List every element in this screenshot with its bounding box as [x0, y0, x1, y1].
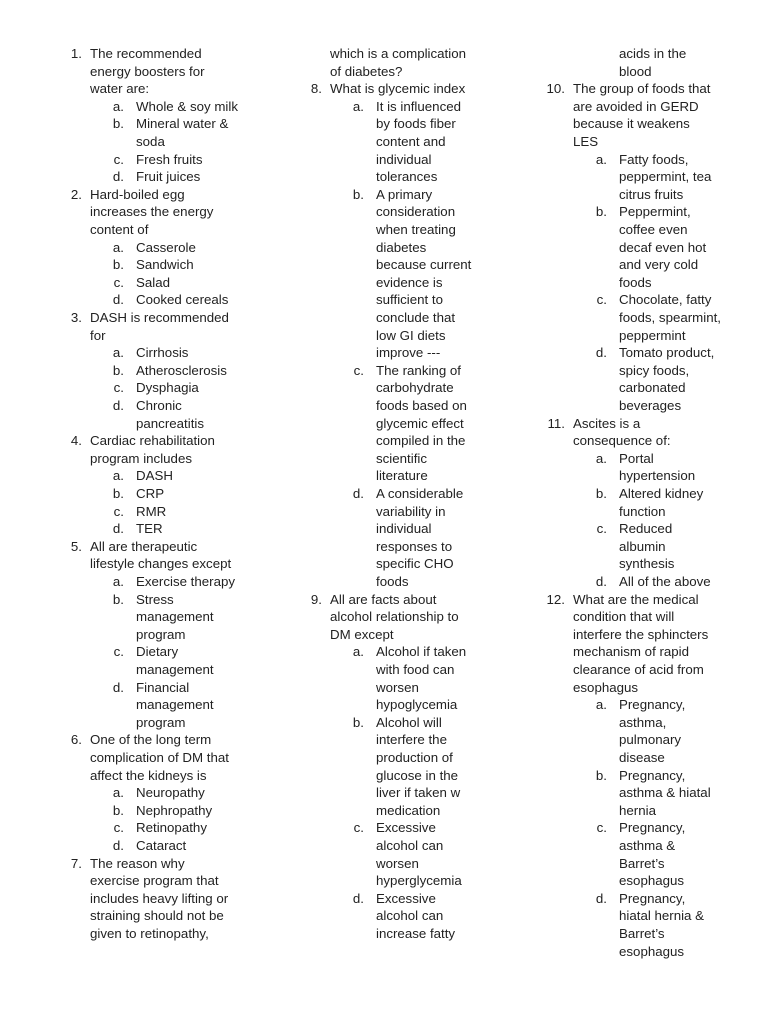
option-text-line: spicy foods,: [619, 362, 690, 378]
question-text-line: because it weakens: [573, 116, 690, 132]
option-text-line: Fresh fruits: [136, 151, 203, 167]
option-letter: a.: [352, 644, 364, 660]
option-text-line: acids in the: [619, 46, 687, 61]
option-letter: d.: [595, 574, 607, 589]
option-text-line: synthesis: [619, 556, 675, 572]
option-text-line: A primary: [376, 186, 433, 202]
option-letter: d.: [595, 890, 607, 906]
option-text-line: A considerable: [376, 486, 464, 501]
option-text-line: production of: [376, 750, 453, 765]
question-number: 7.: [70, 855, 82, 871]
option-text-line: hernia: [619, 802, 656, 818]
option-text-line: Salad: [136, 274, 171, 290]
option-text-line: interfere the: [376, 732, 447, 748]
option-text-line: when treating: [376, 222, 456, 237]
option-text-line: Casserole: [136, 239, 196, 255]
option-text-line: coffee even: [619, 222, 688, 237]
option-letter: c.: [596, 820, 607, 836]
option-letter: a.: [595, 450, 607, 466]
option-letter: c.: [353, 362, 364, 378]
option-text-line: Neuropathy: [136, 785, 205, 801]
option-letter: a.: [112, 468, 124, 484]
option-letter: c.: [353, 820, 364, 836]
option-letter: a.: [112, 574, 124, 589]
question-text-line: water are:: [90, 81, 150, 97]
option-text-line: esophagus: [619, 873, 685, 889]
question-text-line: DM except: [330, 626, 394, 642]
question-text-line: mechanism of rapid: [573, 644, 690, 660]
option-text-line: disease: [619, 750, 665, 765]
question-number: 8.: [310, 81, 322, 97]
option-letter: b.: [112, 802, 124, 818]
option-letter: d.: [112, 292, 124, 308]
option-text-line: pulmonary: [619, 732, 682, 748]
option-letter: b.: [352, 714, 364, 730]
question-text-line: includes heavy lifting or: [90, 890, 229, 906]
question-text-line: increases the energy: [90, 204, 214, 220]
question-text-line: All are therapeutic: [90, 538, 198, 554]
question-number: 4.: [70, 433, 82, 449]
option-text-line: management: [136, 662, 214, 677]
option-text-line: foods based on: [376, 398, 467, 413]
question-number: 9.: [310, 591, 322, 607]
option-text-line: content and: [376, 134, 446, 149]
option-text-line: consideration: [376, 204, 456, 220]
option-letter: d.: [352, 486, 364, 501]
option-text-line: evidence is: [376, 274, 443, 290]
option-letter: d.: [352, 890, 364, 906]
option-letter: c.: [113, 644, 124, 660]
option-letter: d.: [112, 169, 124, 185]
option-text-line: Portal: [619, 450, 654, 466]
option-text-line: responses to: [376, 538, 453, 554]
option-text-line: Whole & soy milk: [136, 98, 238, 114]
option-text-line: sufficient to: [376, 292, 444, 308]
option-text-line: glycemic effect: [376, 415, 464, 431]
question-text-line: clearance of acid from: [573, 662, 704, 677]
option-text-line: TER: [136, 521, 163, 537]
option-text-line: individual: [376, 521, 432, 537]
question-text-line: interfere the sphincters: [573, 626, 709, 642]
option-text-line: Dysphagia: [136, 380, 199, 396]
option-letter: c.: [596, 292, 607, 308]
question-text-line: are avoided in GERD: [573, 98, 699, 114]
option-text-line: Cooked cereals: [136, 292, 229, 308]
question-text-line: content of: [90, 222, 149, 237]
option-text-line: by foods fiber: [376, 116, 456, 132]
option-text-line: Altered kidney: [619, 486, 704, 501]
question-text-line: program includes: [90, 450, 192, 466]
question-number: 12.: [546, 591, 565, 607]
option-text-line: scientific: [376, 450, 427, 466]
option-text-line: hypertension: [619, 468, 696, 484]
option-text-line: increase fatty: [376, 926, 456, 941]
option-text-line: Cirrhosis: [136, 345, 189, 361]
option-text-line: Excessive: [376, 890, 436, 906]
question-text-line: given to retinopathy,: [90, 926, 209, 941]
option-text-line: hyperglycemia: [376, 873, 462, 889]
option-text-line: individual: [376, 151, 432, 167]
option-text-line: Excessive: [376, 820, 436, 836]
option-text-line: Fatty foods,: [619, 151, 689, 167]
question-text-line: alcohol relationship to: [330, 609, 459, 625]
option-letter: a.: [112, 785, 124, 801]
option-letter: b.: [112, 486, 124, 501]
question-text-line: straining should not be: [90, 908, 224, 924]
option-text-line: Dietary: [136, 644, 179, 660]
option-letter: c.: [113, 380, 124, 396]
option-letter: d.: [112, 521, 124, 537]
option-text-line: All of the above: [619, 574, 711, 589]
question-text-line: for: [90, 327, 106, 343]
option-text-line: peppermint, tea: [619, 169, 712, 185]
question-number: 1.: [70, 46, 82, 61]
question-text-line: energy boosters for: [90, 63, 205, 79]
question-text-line: What is glycemic index: [330, 81, 466, 97]
question-number: 10.: [546, 81, 565, 97]
option-text-line: Peppermint,: [619, 204, 691, 220]
question-number: 5.: [70, 538, 82, 554]
option-letter: b.: [112, 116, 124, 132]
option-text-line: tolerances: [376, 169, 438, 185]
option-text-line: alcohol can: [376, 908, 444, 924]
option-letter: a.: [595, 697, 607, 713]
option-text-line: peppermint: [619, 327, 686, 343]
option-text-line: Cataract: [136, 838, 187, 853]
option-text-line: function: [619, 503, 666, 519]
option-letter: b.: [112, 257, 124, 273]
question-text-line: Cardiac rehabilitation: [90, 433, 215, 449]
question-text-line: LES: [573, 134, 599, 149]
option-text-line: management: [136, 697, 214, 713]
option-text-line: Barret’s: [619, 926, 665, 941]
option-text-line: asthma,: [619, 714, 667, 730]
option-text-line: Mineral water &: [136, 116, 229, 132]
option-letter: d.: [112, 838, 124, 853]
option-text-line: blood: [619, 63, 652, 79]
question-text-line: The reason why: [90, 855, 185, 871]
question-text-line: consequence of:: [573, 433, 671, 449]
option-text-line: Atherosclerosis: [136, 362, 227, 378]
option-text-line: low GI diets: [376, 327, 446, 343]
option-text-line: asthma &: [619, 838, 676, 853]
option-text-line: liver if taken w: [376, 785, 461, 801]
option-text-line: Sandwich: [136, 257, 194, 273]
option-text-line: Exercise therapy: [136, 574, 236, 589]
option-text-line: diabetes: [376, 239, 427, 255]
question-text-line: One of the long term: [90, 732, 212, 748]
option-text-line: soda: [136, 134, 165, 149]
option-letter: b.: [595, 486, 607, 501]
option-text-line: Financial: [136, 679, 190, 695]
option-text-line: hypoglycemia: [376, 697, 458, 713]
option-text-line: It is influenced: [376, 98, 462, 114]
question-number: 2.: [70, 186, 82, 202]
option-text-line: Pregnancy,: [619, 767, 686, 783]
question-text-line: Ascites is a: [573, 415, 641, 431]
question-text-line: The group of foods that: [573, 81, 711, 97]
option-letter: d.: [112, 679, 124, 695]
option-text-line: worsen: [376, 855, 419, 871]
option-text-line: with food can: [376, 662, 455, 677]
option-text-line: specific CHO: [376, 556, 454, 572]
option-text-line: Stress: [136, 591, 174, 607]
question-text-line: condition that will: [573, 609, 675, 625]
option-text-line: Chocolate, fatty: [619, 292, 712, 308]
option-text-line: hiatal hernia &: [619, 908, 705, 924]
option-text-line: literature: [376, 468, 428, 484]
option-text-line: carbohydrate: [376, 380, 454, 396]
option-text-line: Pregnancy,: [619, 697, 686, 713]
question-text-line: esophagus: [573, 679, 639, 695]
question-text-line: of diabetes?: [330, 63, 403, 79]
option-text-line: because current: [376, 257, 472, 273]
option-text-line: foods, spearmint,: [619, 310, 721, 325]
option-text-line: program: [136, 714, 186, 730]
option-letter: a.: [595, 151, 607, 167]
option-text-line: and very cold: [619, 257, 699, 273]
option-text-line: asthma & hiatal: [619, 785, 711, 801]
option-text-line: carbonated: [619, 380, 686, 396]
option-letter: d.: [112, 398, 124, 413]
option-letter: c.: [596, 521, 607, 537]
question-text-line: which is a complication: [330, 46, 466, 61]
option-letter: c.: [113, 820, 124, 836]
question-text-line: complication of DM that: [90, 750, 229, 765]
option-letter: c.: [113, 151, 124, 167]
option-letter: d.: [595, 345, 607, 361]
option-text-line: citrus fruits: [619, 186, 684, 202]
option-letter: b.: [595, 204, 607, 220]
option-letter: b.: [112, 362, 124, 378]
option-text-line: Fruit juices: [136, 169, 201, 185]
option-text-line: Chronic: [136, 398, 182, 413]
option-text-line: albumin: [619, 538, 666, 554]
question-number: 6.: [70, 732, 82, 748]
option-text-line: CRP: [136, 486, 165, 501]
question-text-line: affect the kidneys is: [90, 767, 207, 783]
option-text-line: alcohol can: [376, 838, 444, 853]
option-text-line: The ranking of: [376, 362, 462, 378]
option-text-line: conclude that: [376, 310, 456, 325]
option-letter: b.: [112, 591, 124, 607]
option-text-line: compiled in the: [376, 433, 466, 449]
question-text-line: DASH is recommended: [90, 310, 229, 325]
option-text-line: pancreatitis: [136, 415, 204, 431]
option-letter: b.: [595, 767, 607, 783]
option-text-line: Retinopathy: [136, 820, 207, 836]
option-text-line: Pregnancy,: [619, 890, 686, 906]
option-text-line: RMR: [136, 503, 167, 519]
option-text-line: Barret’s: [619, 855, 665, 871]
question-number: 11.: [547, 415, 565, 431]
option-text-line: DASH: [136, 468, 173, 484]
option-text-line: Alcohol if taken: [376, 644, 467, 660]
option-text-line: glucose in the: [376, 767, 459, 783]
option-text-line: decaf even hot: [619, 239, 707, 255]
option-text-line: management: [136, 609, 214, 625]
option-text-line: worsen: [376, 679, 419, 695]
option-letter: c.: [113, 274, 124, 290]
option-text-line: beverages: [619, 398, 682, 413]
option-letter: a.: [112, 98, 124, 114]
option-letter: a.: [112, 345, 124, 361]
option-letter: a.: [112, 239, 124, 255]
option-text-line: program: [136, 626, 186, 642]
question-text-line: lifestyle changes except: [90, 556, 232, 572]
option-text-line: variability in: [376, 503, 446, 519]
option-letter: c.: [113, 503, 124, 519]
option-text-line: Nephropathy: [136, 802, 213, 818]
option-text-line: esophagus: [619, 943, 685, 959]
option-letter: a.: [352, 98, 364, 114]
option-text-line: Reduced: [619, 521, 673, 537]
question-text-line: The recommended: [90, 46, 202, 61]
question-number: 3.: [70, 310, 82, 325]
option-text-line: Alcohol will: [376, 714, 442, 730]
option-letter: b.: [352, 186, 364, 202]
question-text-line: All are facts about: [330, 591, 437, 607]
question-text-line: What are the medical: [573, 591, 699, 607]
option-text-line: improve ---: [376, 345, 441, 361]
option-text-line: Pregnancy,: [619, 820, 686, 836]
option-text-line: foods: [376, 574, 409, 589]
option-text-line: medication: [376, 802, 441, 818]
question-text-line: Hard-boiled egg: [90, 186, 185, 202]
question-text-line: exercise program that: [90, 873, 219, 889]
option-text-line: foods: [619, 274, 652, 290]
option-text-line: Tomato product,: [619, 345, 715, 361]
